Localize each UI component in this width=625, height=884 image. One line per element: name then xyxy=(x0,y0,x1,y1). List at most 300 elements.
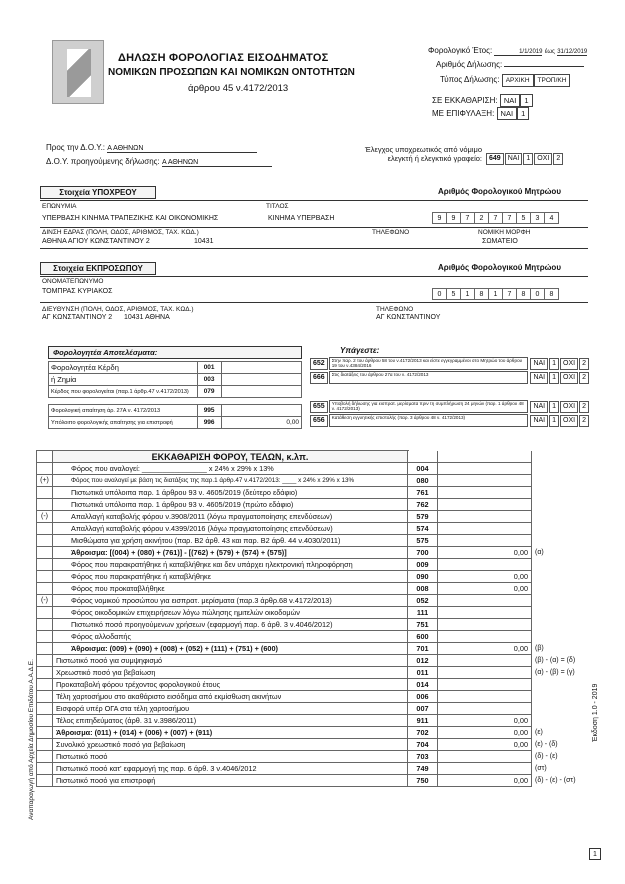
decl-type-row xyxy=(440,74,570,87)
settlement-amount[interactable] xyxy=(438,619,532,631)
doy-prev-value[interactable]: Α ΑΘΗΝΩΝ xyxy=(162,159,272,167)
settlement-row xyxy=(37,667,592,679)
settlement-code: 014 xyxy=(408,679,438,691)
settlement-amount[interactable]: 0,00 xyxy=(438,571,532,583)
settlement-sign xyxy=(37,691,53,703)
settlement-row xyxy=(37,499,592,511)
representative-afm-digit[interactable]: 8 xyxy=(544,288,559,300)
settlement-code: 004 xyxy=(408,463,438,475)
settlement-amount[interactable] xyxy=(438,499,532,511)
decl-number-field[interactable] xyxy=(504,66,584,67)
settlement-sign xyxy=(37,679,53,691)
settlement-note xyxy=(532,487,592,499)
results-row xyxy=(49,417,302,429)
settlement-code: 008 xyxy=(408,583,438,595)
subject-no-box[interactable]: ΟΧΙ xyxy=(560,415,578,427)
settlement-amount[interactable] xyxy=(438,655,532,667)
settlement-note xyxy=(532,607,592,619)
tax-year-to-prefix: έως xyxy=(544,49,555,55)
settlement-label: Φόρος που αναλογεί με βάση τις διατάξεις της παρ.1 άρθρ.47 ν.4172/2013: ____ x 24% x 29% x 13% xyxy=(53,475,408,487)
representative-phone-label: ΤΗΛΕΦΩΝΟ xyxy=(376,306,414,313)
subject-yes-box[interactable]: ΝΑΙ xyxy=(530,415,548,427)
subject-yes-code: 1 xyxy=(549,415,559,427)
tax-year-label: Φορολογικό Έτος: xyxy=(428,46,493,55)
taxpayer-legal-form-value[interactable]: ΣΩΜΑΤΕΙΟ xyxy=(482,238,518,245)
subject-yes-code: 1 xyxy=(549,372,559,384)
representative-name-label: ΟΝΟΜΑΤΕΠΩΝΥΜΟ xyxy=(42,278,104,285)
settlement-note xyxy=(532,571,592,583)
settlement-label: Προκαταβολή φόρου τρέχοντος φορολογικού έτους xyxy=(53,679,408,691)
settlement-sign xyxy=(37,631,53,643)
audit-yes-code: 1 xyxy=(523,153,533,165)
subject-no-code: 2 xyxy=(579,401,589,413)
liquidation-row xyxy=(432,94,533,107)
results-code: 996 xyxy=(197,417,221,429)
settlement-label: Φόρος αλλοδαπής xyxy=(53,631,408,643)
subject-no-code: 2 xyxy=(579,372,589,384)
taxpayer-afm-digits[interactable] xyxy=(432,212,558,224)
settlement-table xyxy=(36,450,592,787)
settlement-row xyxy=(37,631,592,643)
audit-label-line1: Έλεγχος υποχρεωτικός από νόμιμο xyxy=(364,145,482,154)
settlement-row xyxy=(37,607,592,619)
representative-afm-digit[interactable]: 0 xyxy=(530,288,545,300)
settlement-amount[interactable] xyxy=(438,523,532,535)
settlement-note: (β) xyxy=(535,645,544,652)
settlement-note xyxy=(532,703,592,715)
liquidation-code: 1 xyxy=(520,94,532,107)
settlement-amount[interactable] xyxy=(438,559,532,571)
representative-address-label: ΔΙΕΥΘΥΝΣΗ (ΠΟΛΗ, ΟΔΟΣ, ΑΡΙΘΜΟΣ, ΤΑΧ. ΚΩΔ.) xyxy=(42,306,194,313)
settlement-code: 579 xyxy=(408,511,438,523)
settlement-amount[interactable] xyxy=(438,763,532,775)
settlement-amount[interactable] xyxy=(438,751,532,763)
settlement-note xyxy=(532,679,592,691)
decl-type-initial-box[interactable]: ΑΡΧΙΚΗ xyxy=(502,74,534,87)
subject-yes-box[interactable]: ΝΑΙ xyxy=(530,358,548,370)
representative-afm-digits[interactable] xyxy=(432,288,558,300)
representative-section xyxy=(40,262,588,322)
settlement-sign xyxy=(37,619,53,631)
subject-row xyxy=(310,371,590,384)
settlement-sign xyxy=(37,715,53,727)
settlement-note xyxy=(532,715,592,727)
settlement-code: 703 xyxy=(408,751,438,763)
taxpayer-legal-form-label: ΝΟΜΙΚΗ ΜΟΡΦΗ xyxy=(478,229,531,236)
settlement-sign xyxy=(37,751,53,763)
settlement-amount[interactable] xyxy=(438,691,532,703)
settlement-label: Εισφορά υπέρ ΟΓΑ στα τέλη χαρτοσήμου xyxy=(53,703,408,715)
subject-code: 656 xyxy=(310,415,328,427)
settlement-amount[interactable] xyxy=(438,667,532,679)
settlement-sign xyxy=(37,607,53,619)
taxpayer-afm-digit[interactable]: 2 xyxy=(474,212,489,224)
decl-number-row xyxy=(436,60,584,69)
settlement-sign xyxy=(37,571,53,583)
settlement-sign xyxy=(37,523,53,535)
results-block xyxy=(48,346,306,429)
subject-label: Υποβολή δήλωσης για εισπρατ. μερίσματα πριν τη συμπλήρωση 24 μηνών (παρ. 1 άρθρου 48 ν. 4172/2013) xyxy=(329,400,529,413)
settlement-sign xyxy=(37,775,53,787)
subject-label: Στις διατάξεις του άρθρου 27α του ν. 4172/2013 xyxy=(329,371,529,384)
settlement-label: Πιστωτικό ποσό κατ' εφαρμογή της παρ. 6 άρθ. 3 ν.4046/2012 xyxy=(53,763,408,775)
settlement-code: 600 xyxy=(408,631,438,643)
form-subtitle: ΝΟΜΙΚΩΝ ΠΡΟΣΩΠΩΝ ΚΑΙ ΝΟΜΙΚΩΝ ΟΝΤΟΤΗΤΩΝ xyxy=(108,67,355,78)
subject-label: Κατάθεση εγγυητικής επιστολής (παρ. 3 άρθρου 48 ν. 4172/2013) xyxy=(329,414,529,427)
settlement-sign xyxy=(37,499,53,511)
results-code: 995 xyxy=(197,405,221,417)
doy-prev-row xyxy=(46,157,272,167)
settlement-sign xyxy=(37,727,53,739)
subject-row xyxy=(310,357,590,370)
settlement-row xyxy=(37,751,592,763)
settlement-label: Πιστωτικά υπόλοιπα παρ. 1 άρθρου 93 ν. 4605/2019 (δεύτερο εδάφιο) xyxy=(53,487,408,499)
settlement-code: 701 xyxy=(408,643,438,655)
subject-yes-box[interactable]: ΝΑΙ xyxy=(530,401,548,413)
taxpayer-section-title: Στοιχεία ΥΠΟΧΡΕΟΥ xyxy=(40,186,156,199)
settlement-amount[interactable]: 0,00 xyxy=(438,643,532,655)
settlement-row xyxy=(37,595,592,607)
taxpayer-afm-digit[interactable]: 3 xyxy=(530,212,545,224)
tax-year-to[interactable]: 31/12/2019 xyxy=(557,49,588,55)
settlement-sign xyxy=(37,487,53,499)
settlement-code: 111 xyxy=(408,607,438,619)
tax-year-row xyxy=(428,46,587,56)
settlement-row xyxy=(37,775,592,787)
representative-address-city[interactable]: 10431 ΑΘΗΝΑ xyxy=(124,314,170,321)
settlement-code: 702 xyxy=(408,727,438,739)
reservation-code: 1 xyxy=(517,107,529,120)
representative-phone-value[interactable]: ΑΓ ΚΩΝΣΤΑΝΤΙΝΟΥ xyxy=(376,314,441,321)
settlement-row xyxy=(37,763,592,775)
settlement-note xyxy=(532,595,592,607)
representative-afm-digit[interactable]: 8 xyxy=(516,288,531,300)
subject-row xyxy=(310,414,590,427)
settlement-amount[interactable]: 0,00 xyxy=(438,715,532,727)
subject-yes-code: 1 xyxy=(549,358,559,370)
settlement-note xyxy=(532,463,592,475)
settlement-amount[interactable]: 0,00 xyxy=(438,739,532,751)
settlement-amount[interactable] xyxy=(438,535,532,547)
settlement-code: 761 xyxy=(408,487,438,499)
settlement-note: (α) - (β) = (γ) xyxy=(535,669,575,676)
settlement-row xyxy=(37,739,592,751)
settlement-label: Πιστωτικό ποσό xyxy=(53,751,408,763)
representative-afm-digit[interactable]: 8 xyxy=(474,288,489,300)
results-value[interactable] xyxy=(221,374,301,386)
settlement-label: Φόρος οικοδομικών επιχειρήσεων λόγω πώλησης ημιτελών οικοδομών xyxy=(53,607,408,619)
results-row xyxy=(49,374,302,386)
settlement-sign xyxy=(37,583,53,595)
taxpayer-afm-digit[interactable]: 7 xyxy=(502,212,517,224)
settlement-label: Πιστωτικό ποσό προηγούμενων χρήσεων (εφαρμογή παρ. 6 άρθ. 3 ν.4046/2012) xyxy=(53,619,408,631)
representative-afm-digit[interactable]: 1 xyxy=(460,288,475,300)
settlement-note xyxy=(532,631,592,643)
settlement-sign xyxy=(37,463,53,475)
subject-no-box[interactable]: ΟΧΙ xyxy=(560,401,578,413)
decl-number-label: Αριθμός Δήλωσης: xyxy=(436,60,503,69)
settlement-note: (δ) - (ε) - (στ) xyxy=(535,777,576,784)
results-row xyxy=(49,362,302,374)
settlement-section xyxy=(36,450,592,787)
subject-no-box[interactable]: ΟΧΙ xyxy=(560,372,578,384)
settlement-amount[interactable] xyxy=(438,463,532,475)
decl-type-label: Τύπος Δήλωσης: xyxy=(440,75,500,84)
results-row xyxy=(49,405,302,417)
settlement-code: 080 xyxy=(408,475,438,487)
taxpayer-afm-digit[interactable]: 4 xyxy=(544,212,559,224)
settlement-code: 009 xyxy=(408,559,438,571)
audit-no-box[interactable]: ΟΧΙ xyxy=(534,153,552,165)
settlement-code: 012 xyxy=(408,655,438,667)
settlement-row xyxy=(37,727,592,739)
taxpayer-afm-digit[interactable]: 7 xyxy=(488,212,503,224)
settlement-note: (δ) - (ε) xyxy=(535,753,558,760)
form-title: ΔΗΛΩΣΗ ΦΟΡΟΛΟΓΙΑΣ ΕΙΣΟΔΗΜΑΤΟΣ xyxy=(118,52,329,64)
representative-name-value[interactable]: ΤΟΜΠΡΑΣ ΚΥΡΙΑΚΟΣ xyxy=(42,288,113,295)
settlement-code: 575 xyxy=(408,535,438,547)
taxpayer-address-label: ΔΙΝΣΗ ΕΔΡΑΣ (ΠΟΛΗ, ΟΔΟΣ, ΑΡΙΘΜΟΣ, ΤΑΧ. ΚΩΔ.) xyxy=(42,229,199,236)
results-label: ή Ζημία xyxy=(49,374,198,386)
settlement-label: Φόρος νομικού προσώπου για εισπρατ. μερίσματα (παρ.3 άρθρ.68 ν.4172/2013) xyxy=(53,595,408,607)
subject-yes-code: 1 xyxy=(549,401,559,413)
reservation-yes-box[interactable]: ΝΑΙ xyxy=(497,107,518,120)
audit-label xyxy=(348,145,482,163)
settlement-note xyxy=(532,499,592,511)
results-code: 079 xyxy=(197,386,221,398)
settlement-sign xyxy=(37,763,53,775)
settlement-note xyxy=(532,511,592,523)
settlement-amount[interactable]: 0,00 xyxy=(438,547,532,559)
settlement-code: 762 xyxy=(408,499,438,511)
reservation-label: ΜΕ ΕΠΙΦΥΛΑΞΗ: xyxy=(432,109,495,118)
settlement-note xyxy=(532,619,592,631)
subject-no-box[interactable]: ΟΧΙ xyxy=(560,358,578,370)
decl-type-amend-box[interactable]: ΤΡΟΠ/ΚΗ xyxy=(534,74,571,87)
liquidation-label: ΣΕ ΕΚΚΑΘΑΡΙΣΗ: xyxy=(432,96,498,105)
taxpayer-title-label: ΤΙΤΛΟΣ xyxy=(266,203,289,210)
taxpayer-title-value[interactable]: ΚΙΝΗΜΑ ΥΠΕΡΒΑΣΗ xyxy=(268,215,335,222)
representative-afm-digit[interactable]: 5 xyxy=(446,288,461,300)
settlement-sign xyxy=(37,655,53,667)
taxpayer-name-label: ΕΠΩΝΥΜΙΑ xyxy=(42,203,77,210)
settlement-label: Άθροισμα: (011) + (014) + (006) + (007) + (911) xyxy=(53,727,408,739)
settlement-amount[interactable]: 0,00 xyxy=(438,583,532,595)
subject-yes-box[interactable]: ΝΑΙ xyxy=(530,372,548,384)
settlement-sign xyxy=(37,547,53,559)
audit-label-line2: ελεγκτή ή ελεγκτικό γραφείο: xyxy=(387,154,482,163)
subject-rows xyxy=(310,357,590,427)
settlement-label: Μισθώματα για χρήση ακινήτου (παρ. Β2 άρθ. 43 και παρ. Β2 άρθ. 44 ν.4030/2011) xyxy=(53,535,408,547)
settlement-amount[interactable] xyxy=(438,511,532,523)
taxpayer-name-value[interactable]: ΥΠΕΡΒΑΣΗ ΚΙΝΗΜΑ ΤΡΑΠΕΖΙΚΗΣ ΚΑΙ ΟΙΚΟΝΟΜΙΚΗΣ xyxy=(42,215,219,222)
settlement-row xyxy=(37,511,592,523)
taxpayer-afm-digit[interactable]: 9 xyxy=(446,212,461,224)
subject-title: Υπάγεστε: xyxy=(340,346,380,355)
reservation-row xyxy=(432,107,529,120)
settlement-code: 574 xyxy=(408,523,438,535)
settlement-row xyxy=(37,703,592,715)
settlement-label: Φόρος που παρακρατήθηκε ή καταβλήθηκε xyxy=(53,571,408,583)
settlement-code: 750 xyxy=(408,775,438,787)
settlement-label: Τέλος επιτηδεύματος (άρθ. 31 ν.3986/2011) xyxy=(53,715,408,727)
settlement-row xyxy=(37,715,592,727)
representative-section-title: Στοιχεία ΕΚΠΡΟΣΩΠΟΥ xyxy=(40,262,156,275)
settlement-amount[interactable] xyxy=(438,631,532,643)
settlement-label: Πιστωτικό ποσό για επιστροφή xyxy=(53,775,408,787)
taxpayer-afm-title: Αριθμός Φορολογικού Μητρώου xyxy=(438,187,561,196)
settlement-row xyxy=(37,643,592,655)
settlement-label: Φόρος που παρακρατήθηκε ή καταβλήθηκε και δεν υπάρχει ηλεκτρονική πληροφόρηση xyxy=(53,559,408,571)
taxpayer-address-value[interactable]: ΑΘΗΝΑ ΑΓΙΟΥ ΚΩΝΣΤΑΝΤΙΝΟΥ 2 xyxy=(42,238,150,245)
settlement-amount[interactable] xyxy=(438,595,532,607)
settlement-row xyxy=(37,463,592,475)
settlement-code: 704 xyxy=(408,739,438,751)
settlement-row xyxy=(37,583,592,595)
settlement-row xyxy=(37,655,592,667)
settlement-row xyxy=(37,619,592,631)
doy-to-value[interactable]: Α ΑΘΗΝΩΝ xyxy=(107,145,257,153)
aade-logo xyxy=(52,40,104,104)
settlement-label: Συνολικό χρεωστικό ποσό για βεβαίωση xyxy=(53,739,408,751)
settlement-code: 052 xyxy=(408,595,438,607)
settlement-sign xyxy=(37,703,53,715)
settlement-amount[interactable] xyxy=(438,679,532,691)
taxpayer-afm-digit[interactable]: 9 xyxy=(432,212,447,224)
subject-no-code: 2 xyxy=(579,358,589,370)
settlement-note: (ε) - (δ) xyxy=(535,741,558,748)
subject-code: 652 xyxy=(310,358,328,370)
settlement-sign xyxy=(37,667,53,679)
settlement-row xyxy=(37,571,592,583)
settlement-label: Απαλλαγή καταβολής φόρου ν.3908/2011 (λόγω πραγματοποίησης επενδύσεων) xyxy=(53,511,408,523)
settlement-note: (στ) xyxy=(535,765,547,772)
settlement-note xyxy=(532,559,592,571)
doy-to-label: Προς την Δ.Ο.Υ.: xyxy=(46,143,106,152)
results-label: Φορολογητέα Κέρδη xyxy=(49,362,198,374)
settlement-sign xyxy=(37,643,53,655)
settlement-amount[interactable] xyxy=(438,703,532,715)
taxpayer-afm-digit[interactable]: 5 xyxy=(516,212,531,224)
tax-year-from[interactable]: 1/1/2019 xyxy=(494,49,542,56)
taxpayer-phone-label: ΤΗΛΕΦΩΝΟ xyxy=(372,229,410,236)
results-value[interactable]: 0,00 xyxy=(221,417,301,429)
settlement-row xyxy=(37,475,592,487)
results-label: Φορολογική απαίτηση άρ. 27Α ν. 4172/2013 xyxy=(49,405,198,417)
results-value[interactable] xyxy=(221,386,301,398)
version-note: Έκδοση 1.0 - 2019 xyxy=(592,683,599,742)
settlement-code: 011 xyxy=(408,667,438,679)
results-label: Κέρδος που φορολογείται (παρ.1 άρθρ.47 ν.4172/2013) xyxy=(49,386,198,398)
doy-to-row xyxy=(46,143,257,153)
representative-afm-digit[interactable]: 0 xyxy=(432,288,447,300)
settlement-sign xyxy=(37,535,53,547)
taxpayer-section xyxy=(40,186,588,249)
settlement-row xyxy=(37,691,592,703)
results-value[interactable] xyxy=(221,362,301,374)
settlement-note xyxy=(532,523,592,535)
settlement-row xyxy=(37,679,592,691)
settlement-amount[interactable]: 0,00 xyxy=(438,727,532,739)
settlement-row xyxy=(37,523,592,535)
doy-prev-label: Δ.Ο.Υ. προηγούμενης δήλωσης: xyxy=(46,157,160,166)
settlement-amount[interactable]: 0,00 xyxy=(438,775,532,787)
settlement-note xyxy=(532,535,592,547)
liquidation-yes-box[interactable]: ΝΑΙ xyxy=(500,94,521,107)
representative-afm-digit[interactable]: 1 xyxy=(488,288,503,300)
settlement-label: Άθροισμα: [(004) + (080) + (761)] - [(762) + (579) + (574) + (575)] xyxy=(53,547,408,559)
representative-afm-digit[interactable]: 7 xyxy=(502,288,517,300)
settlement-note xyxy=(532,583,592,595)
audit-yes-box[interactable]: ΝΑΙ xyxy=(505,153,523,165)
settlement-code: 911 xyxy=(408,715,438,727)
results-code: 001 xyxy=(197,362,221,374)
settlement-title: ΕΚΚΑΘΑΡΙΣΗ ΦΟΡΟΥ, ΤΕΛΩΝ, κ.λπ. xyxy=(53,451,408,463)
settlement-note xyxy=(532,691,592,703)
settlement-code: 751 xyxy=(408,619,438,631)
subject-code: 666 xyxy=(310,372,328,384)
results-table xyxy=(48,361,302,429)
form-law-reference: άρθρου 45 ν.4172/2013 xyxy=(188,83,289,94)
settlement-note xyxy=(532,475,592,487)
settlement-row xyxy=(37,535,592,547)
settlement-sign: (-) xyxy=(37,595,53,607)
settlement-sign: (-) xyxy=(37,511,53,523)
settlement-row xyxy=(37,559,592,571)
settlement-label: Απαλλαγή καταβολής φόρου ν.4399/2016 (λόγω πραγματοποίησης επενδύσεων) xyxy=(53,523,408,535)
settlement-code: 749 xyxy=(408,763,438,775)
settlement-amount[interactable] xyxy=(438,475,532,487)
audit-no-code: 2 xyxy=(553,153,563,165)
settlement-label: Πιστωτικά υπόλοιπα παρ. 1 άρθρου 93 ν. 4605/2019 (πρώτο εδάφιο) xyxy=(53,499,408,511)
settlement-code: 700 xyxy=(408,547,438,559)
results-label: Υπόλοιπο φορολογικής απαίτησης για επιστροφή xyxy=(49,417,198,429)
settlement-label: Άθροισμα: (009) + (090) + (008) + (052) + (111) + (751) + (600) xyxy=(53,643,408,655)
settlement-code: 006 xyxy=(408,691,438,703)
settlement-label: Φόρος που αναλογεί: ________________ x 24% x 29% x 13% xyxy=(53,463,408,475)
settlement-note: (ε) xyxy=(535,729,543,736)
taxpayer-postal-code[interactable]: 10431 xyxy=(194,238,214,245)
settlement-row xyxy=(37,487,592,499)
settlement-amount[interactable] xyxy=(438,487,532,499)
settlement-label: Φόρος που προκαταβλήθηκε xyxy=(53,583,408,595)
subject-label: Στην παρ. 2 του άρθρου 58 του ν.4172/2013 και είστε εγγεγραμμένοι στο Μητρώο του άρθρου 19 του ν.4384/2016 xyxy=(329,357,529,370)
settlement-sign xyxy=(37,559,53,571)
results-value[interactable] xyxy=(221,405,301,417)
results-row xyxy=(49,386,302,398)
representative-afm-title: Αριθμός Φορολογικού Μητρώου xyxy=(438,263,561,272)
audit-boxes xyxy=(486,153,564,165)
page-number: 1 xyxy=(589,848,601,860)
settlement-code: 090 xyxy=(408,571,438,583)
results-title: Φορολογητέα Αποτελέσματα: xyxy=(48,346,302,359)
settlement-sign: (+) xyxy=(37,475,53,487)
taxpayer-afm-digit[interactable]: 7 xyxy=(460,212,475,224)
settlement-label: Πιστωτικό ποσό για συμψηφισμό xyxy=(53,655,408,667)
subject-block xyxy=(310,346,590,428)
representative-address-value[interactable]: ΑΓ ΚΩΝΣΤΑΝΤΙΝΟΥ 2 xyxy=(42,314,113,321)
settlement-sign xyxy=(37,739,53,751)
settlement-note: (β) - (α) = (δ) xyxy=(535,657,576,664)
settlement-label: Χρεωστικό ποσό για βεβαίωση xyxy=(53,667,408,679)
subject-no-code: 2 xyxy=(579,415,589,427)
results-code: 003 xyxy=(197,374,221,386)
subject-code: 655 xyxy=(310,401,328,413)
left-vertical-note: Αναπαραγωγή από Αρχεία Δημοσίου Επιδότου Α.Α.Δ.Ε. xyxy=(28,659,35,820)
settlement-note: (α) xyxy=(535,549,544,556)
settlement-code: 007 xyxy=(408,703,438,715)
settlement-amount[interactable] xyxy=(438,607,532,619)
